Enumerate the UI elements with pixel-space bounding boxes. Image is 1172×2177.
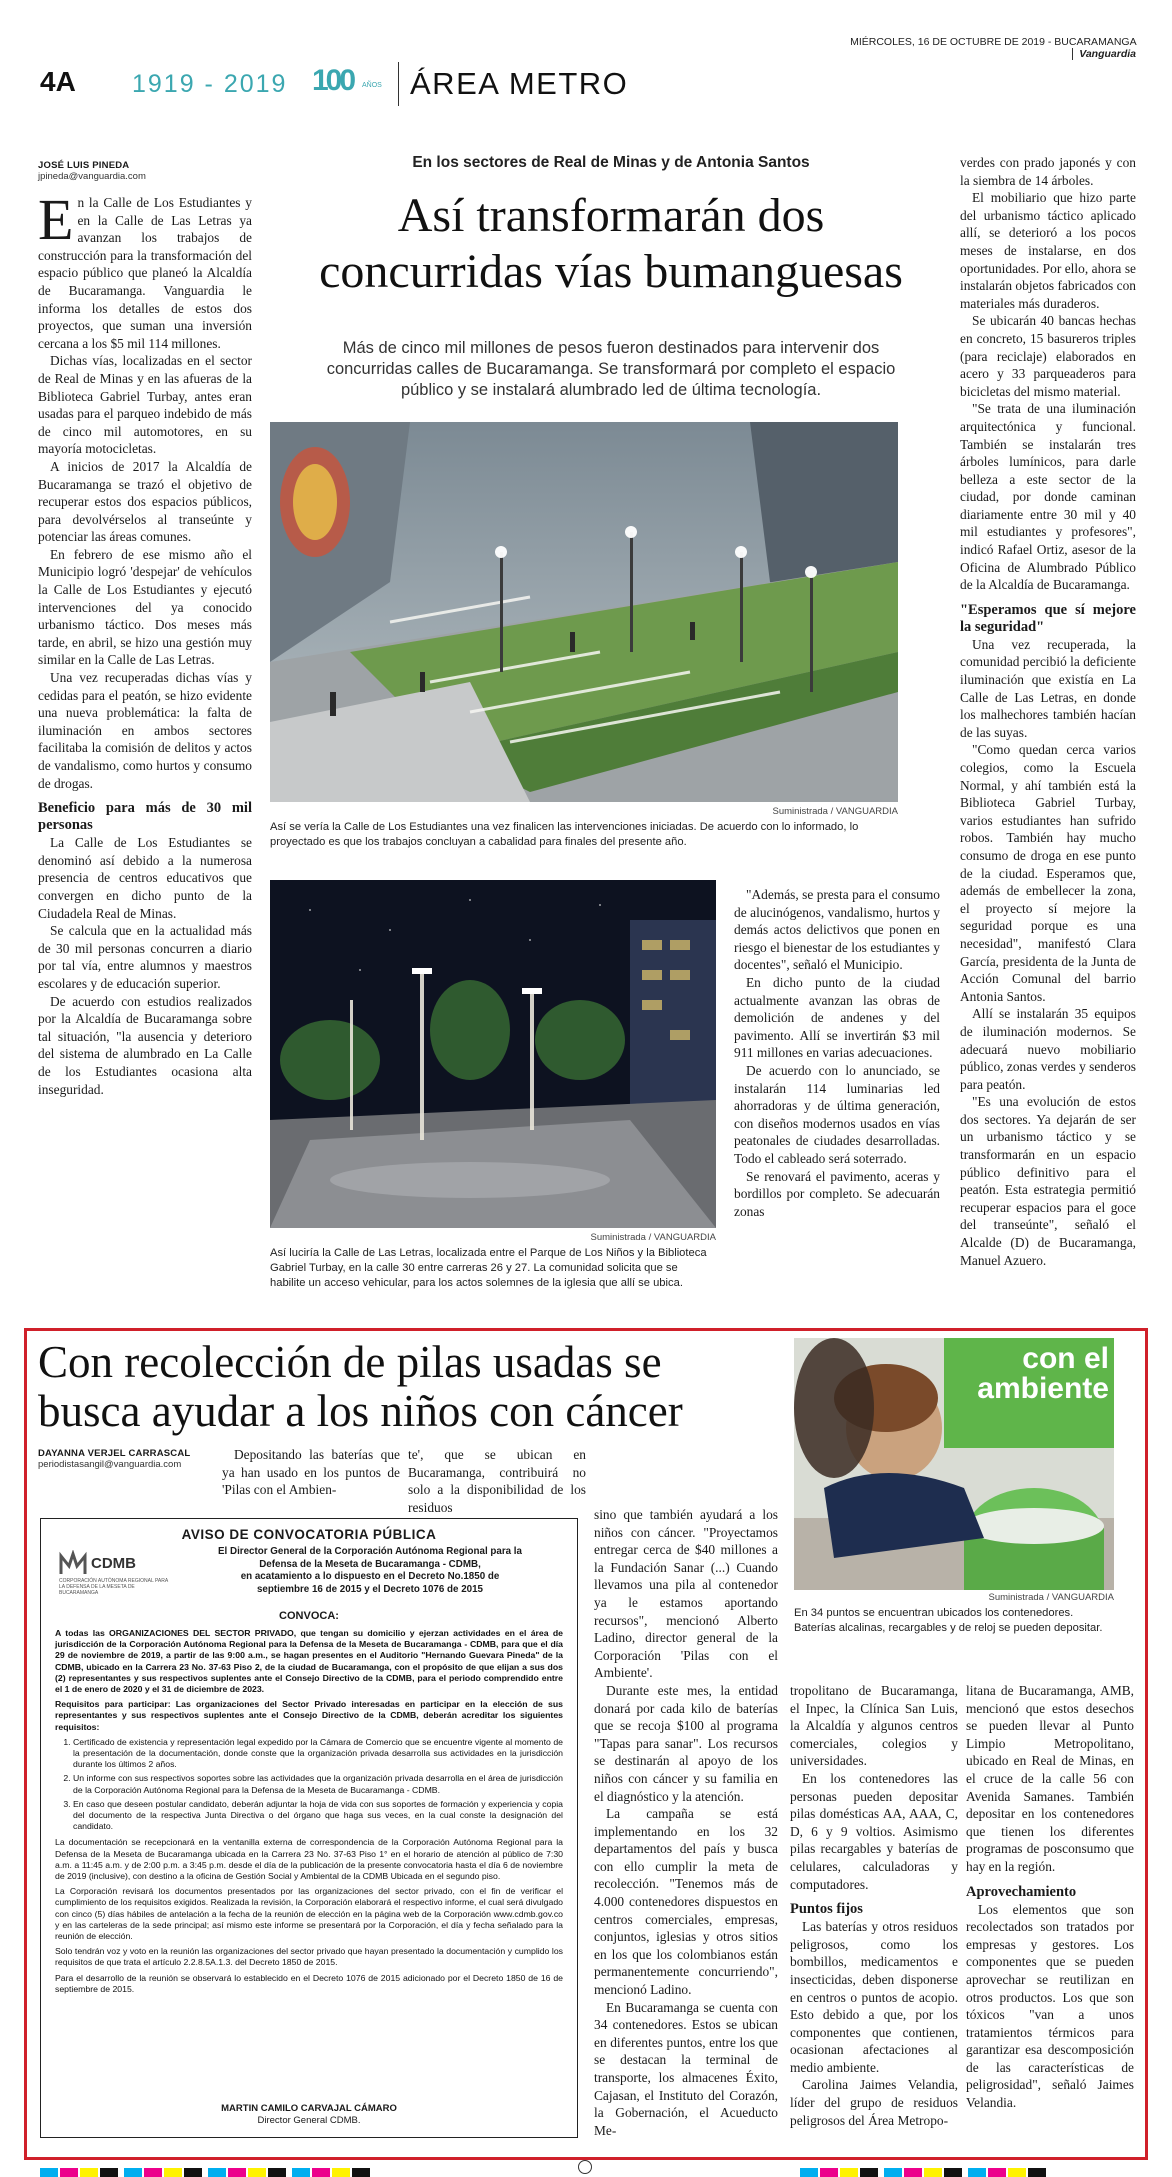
photo-credit: Suministrada / VANGUARDIA <box>590 1232 716 1243</box>
paragraph: Las baterías y otros residuos peligrosos, como los bombillos, medicamentos e insecticidas, deben disponerse en centros o puntos de acopio. Esto debido a que, por los componentes que contienen, ocasionan afectaciones al medio ambiente. <box>790 1919 958 2075</box>
signer-title: Director General CDMB. <box>257 2115 361 2126</box>
anniversary-years: 1919 - 2019 <box>132 70 288 98</box>
photo-credit: Suministrada / VANGUARDIA <box>988 1592 1114 1603</box>
page-number: 4A <box>40 66 76 97</box>
notice-intro-line: septiembre 16 de 2015 y el Decreto 1076 de 2015 <box>256 1583 483 1595</box>
paragraph: tropolitano de Bucaramanga, el Inpec, la Clínica San Luis, la Alcaldía y algunos centros comerciales, colegios y universidades. <box>790 1683 958 1769</box>
second-top-col-1 <box>222 1446 400 1499</box>
paragraph: litana de Bucaramanga, AMB, mencionó que estos desechos se pueden llevar al Punto Limpio Metropolitano, ubicado en Real de Minas, en el cruce de la calle 56 con Avenida Samanes. También depositar en los contenedores que tienen los diferentes programas de posconsumo que hay en la región. <box>966 1683 1134 1874</box>
second-byline <box>38 1448 218 1470</box>
notice-paragraph: Requisitos para participar: Las organizaciones del Sector Privado interesadas en participar en la elección de sus representantes y sus respectivos suplentes ante el Consejo Directivo de la CDMB, deberán acreditar los siguientes requisitos: <box>55 1699 563 1732</box>
notice-body <box>55 1628 563 1995</box>
public-notice <box>40 1518 578 2138</box>
headline-line: Así transformarán dos <box>397 189 825 242</box>
subheading: Puntos fijos <box>790 1901 863 1918</box>
lead-line: concurridas calles de Bucaramanga. Se transformará por completo el espacio <box>326 360 896 378</box>
lead-line: público y se instalará alumbrado led de última tecnología. <box>400 381 822 399</box>
second-column-c <box>966 1682 1134 2112</box>
paragraph: En febrero de ese mismo año el Municipio logró 'despejar' de vehículos la Calle de Los Estudiantes y ejecutó intervenciones del ya conocido urbanismo táctico. Dos meses más tarde, en abril, se hizo una gestión muy similar en la Calle de Las Letras. <box>38 546 252 668</box>
article-lead <box>260 338 962 401</box>
notice-intro <box>175 1546 565 1596</box>
notice-intro-line: en acatamiento a lo dispuesto en el Decreto No.1850 de <box>240 1571 500 1582</box>
paragraph: sino que también ayudará a los niños con cáncer. "Proyectamos entregar cerca de $40 millones a la Fundación Sanar (...) Cuando llevamos una pila al contenedor ya le estamos aportando recursos", mencionó Alberto Ladino, director general de la Corporación 'Pilas con el Ambiente'. <box>594 1507 778 1681</box>
signer-name: MARTIN CAMILO CARVAJAL CÁMARO <box>221 2103 397 2114</box>
paragraph: Los elementos que son recolectados son tratados por empresas y gestores. Los componentes que se pueden aprovechar se reutilizan en otros productos. Los que son tóxicos "van a unos tratamientos térmicos para garantizar esa descomposición de las características de peligrosidad", señaló Jaimes Velandia. <box>966 1901 1134 2111</box>
paragraph: En los contenedores las personas pueden depositar pilas domésticas AA, AAA, C, D, 6 y 9 voltios. Asimismo pilas recargables y baterías de celulares, calculadoras y computadores. <box>790 1770 958 1892</box>
article-headline <box>260 188 962 300</box>
subheading: "Esperamos que sí mejore la seguridad" <box>960 601 1136 635</box>
paragraph: Depositando las baterías que ya han usado en los puntos de 'Pilas con el Ambien- <box>222 1447 400 1498</box>
color-registration-bar <box>800 2164 1048 2174</box>
paragraph: La campaña se está implementando en los 32 departamentos del país y busca con ello cumplir la meta de recolección. "Tenemos más de 4.000 contenedores dispuestos en centros comerciales, empresas, conjuntos, iglesias y otros sitios en los que los colombianos están permanentemente concurriendo", mencionó Ladino. <box>594 1806 778 1998</box>
paragraph: De acuerdo con lo anunciado, se instalarán 114 luminarias led ahorradoras y de última generación, con diseños modernos usados en vías peatonales de ciudades desarrolladas. Todo el cableado será soterrado. <box>734 1062 940 1166</box>
second-column-b <box>790 1682 958 2129</box>
masthead-dateline <box>780 36 1136 60</box>
paragraph: Una vez recuperadas dichas vías y cedidas para el peatón, se hizo evidente una nueva problemática: la falta de iluminación en ambos sectores facilitaba la comisión de delitos y actos de vandalismo, como hurtos y consumo de drogas. <box>38 670 252 791</box>
paragraph: n la Calle de Los Estudiantes y en la Calle de Las Letras ya avanzan los trabajos de construcción para la transformación del espacio público que planeó la Alcaldía de Bucaramanga. Vanguardia le informa los detalles de estos dos proyectos, que suman una inversión cercana a los $5 mil 114 millones. <box>38 195 252 351</box>
paragraph: "Se trata de una iluminación arquitectónica y funcional. También se instalarán tres árboles lumínicos, para darle belleza a este sector de la ciudad, por donde caminan diariamente entre 30 mil y 40 mil estudiantes y profesores", indicó Rafael Ortiz, asesor de la Oficina de Alumbrado Público de la Alcaldía de Bucaramanga. <box>960 401 1136 593</box>
notice-requirement: 3. En caso que deseen postular candidato, deberán adjuntar la hoja de vida con sus soportes de formación y experiencia y copia del documento de la respectiva Junta Directiva o del órgano que haga sus veces, en la cual conste la designación del candidato. <box>73 1799 563 1833</box>
headline-line: busca ayudar a los niños con cáncer <box>38 1386 683 1436</box>
cdmb-logo <box>59 1550 169 1596</box>
paragraph: verdes con prado japonés y con la siembra de 14 árboles. <box>960 155 1136 188</box>
paragraph: "Es una evolución de estos dos sectores. Ya dejarán de ser un urbanismo táctico y se transformarán en un espacio público definitivo para el peatón. Esta estrategia permitió recuperar espacios para el goce del transeúnte", señaló el Alcalde (D) de Bucaramanga, Manuel Azuero. <box>960 1094 1136 1268</box>
second-column-a <box>594 1506 778 2139</box>
paragraph: "Como quedan cerca varios colegios, como la Escuela Normal, y ahí también está la Biblioteca Gabriel Turbay, varios estudiantes han sufrido robos. También hay mucho consumo de droga en ese punto de la ciudad. Esperamos que, además de embellecer la zona, el proyecto sí mejore la seguridad porque es una necesidad", manifestó Clara García, presidenta de la Junta de Acción Comunal del barrio Antonia Santos. <box>960 742 1136 1004</box>
main-byline <box>38 160 252 182</box>
cdmb-logo-text: CDMB <box>91 1554 136 1572</box>
notice-paragraph: Solo tendrán voz y voto en la reunión las organizaciones del sector privado que hayan presentado la documentación y cumplido los requisitos de que trata el artículo 2.2.8.5A.1.3. del Decreto 1850 de 2015. <box>55 1946 563 1968</box>
registration-mark <box>578 2160 592 2174</box>
cdmb-logo-sub: CORPORACIÓN AUTÓNOMA REGIONAL PARA LA DEFENSA DE LA MESETA DE BUCARAMANGA <box>59 1578 168 1596</box>
notice-paragraph: La documentación se recepcionará en la ventanilla externa de correspondencia de la Corporación Autónoma Regional para la Defensa de la Meseta de Bucaramanga ubicada en la Carrera 23 No. 37-63 Piso 1° en el horario de atención al público de 7:30 a.m. a 11:45 a.m. y de 2:00 p.m. a 3:45 p.m. desde el día de la publicación de la presente convocatoria hasta el día 6 de noviembre de 2019 (inclusive), con destino a la oficina de Gestión Social y Ambiental de la CDMB Ubicada en el segundo piso. <box>55 1837 563 1882</box>
photo-caption: Así se vería la Calle de Los Estudiantes una vez finalicen las intervenciones iniciadas. De acuerdo con lo informado, lo proyectado es que los trabajos concluyan a cabalidad para finales del presente año. <box>270 821 859 848</box>
second-top-col-2 <box>408 1446 586 1516</box>
paragraph: El mobiliario que hizo parte del urbanismo táctico aplicado allí, se deterioró a los pocos meses de instalarse, en dos oportunidades. Por ello, ahora se instalarán objetos fabricados con materiales más duraderos. <box>960 190 1136 311</box>
photo-caption: Así luciría la Calle de Las Letras, localizada entre el Parque de Los Niños y la Biblioteca Gabriel Turbay, en la calle 30 entre carreras 26 y 27. La comunidad solicita que se habilite un acceso vehicular, para los actos solemnes de la iglesia que allí se ubica. <box>270 1247 707 1289</box>
photo-caption: En 34 puntos se encuentran ubicados los contenedores. Baterías alcalinas, recargables y de reloj se pueden depositar. <box>794 1607 1103 1634</box>
anniversary-logo <box>312 62 392 106</box>
paragraph: Allí se instalarán 35 equipos de iluminación modernos. Se adecuará nuevo mobiliario público, zonas verdes y senderos para peatón. <box>960 1006 1136 1092</box>
section-title: ÁREA METRO <box>410 66 629 101</box>
byline-name: DAYANNA VERJEL CARRASCAL <box>38 1448 191 1459</box>
header-divider <box>398 62 399 106</box>
photo-calle-estudiantes <box>270 422 898 802</box>
paragraph: Durante este mes, la entidad donará por cada kilo de baterías que se recoja $100 al programa "Tapas para sanar". Los recursos se destinarán al apoyo de los niños con cáncer y su familia en el diagnóstico y la atención. <box>594 1682 778 1804</box>
headline-line: Con recolección de pilas usadas se <box>38 1337 662 1387</box>
article-kicker: En los sectores de Real de Minas y de Antonia Santos <box>412 154 810 171</box>
render-illustration <box>270 880 716 1228</box>
lead-line: Más de cinco mil millones de pesos fueron destinados para intervenir dos <box>342 339 880 357</box>
byline-email: periodistasangil@vanguardia.com <box>38 1459 182 1470</box>
photo-sign-text <box>964 1344 1109 1404</box>
photo-pilas-container <box>794 1338 1114 1590</box>
notice-title: AVISO DE CONVOCATORIA PÚBLICA <box>181 1527 437 1542</box>
anniversary-word: AÑOS <box>362 82 382 89</box>
paragraph: Carolina Jaimes Velandia, líder del grupo de residuos peligrosos del Área Metropo- <box>790 2077 958 2128</box>
subheading: Aprovechamiento <box>966 1883 1077 1900</box>
paragraph: Dichas vías, localizadas en el sector de Real de Minas y en las afueras de la Biblioteca Gabriel Turbay, antes eran usadas para el parqueo indebido de más de cinco mil automotores, en su mayoría motocicletas. <box>38 353 252 457</box>
paragraph: Se ubicarán 40 bancas hechas en concreto, 15 basureros triples (para reciclaje) elaborados en acero y 33 parqueaderos para bicicletas del mismo material. <box>960 313 1136 399</box>
paragraph: La Calle de Los Estudiantes se denominó así debido a la numerosa presencia de centros educativos que convergen en dicho punto de la Ciudadela Real de Minas. <box>38 835 252 921</box>
headline-line: concurridas vías bumanguesas <box>319 245 903 298</box>
sign-line: ambiente <box>977 1372 1109 1405</box>
main-column-1 <box>38 187 252 1098</box>
paragraph: te', que se ubican en Bucaramanga, contribuirá no solo a la disponibilidad de los residuos <box>408 1447 586 1515</box>
main-column-mid <box>734 886 940 1220</box>
paragraph: En dicho punto de la ciudad actualmente avanzan las obras de demolición de andenes y del pavimento. Allí se invertirán $3 mil 911 millones en varias adecuaciones. <box>734 974 940 1061</box>
notice-paragraph: A todas las ORGANIZACIONES DEL SECTOR PRIVADO, que tengan su domicilio y ejerzan actividades en el área de jurisdicción de la Corporación Autónoma Regional para la Defensa de la Meseta de Bucaramanga - CDMB, para que el día 29 de noviembre de 2019, a partir de las 9:00 a.m., se hagan presentes en el Auditorio "Hernando Guevara Pineda" de la CDMB, ubicado en la Carrera 23 No. 37-63 Piso 2, de la ciudad de Bucaramanga, con el propósito de que elijan a sus dos (2) representantes y sus respectivos suplentes ante el Consejo Directivo de la CDMB, para el periodo comprendido entre el 1 de enero de 2020 y el 31 de diciembre de 2023. <box>55 1628 563 1695</box>
notice-requirement: 1. Certificado de existencia y representación legal expedido por la Cámara de Comercio que se encuentre vigente al momento de la presentación de la documentación, donde conste que la organización privada desarrolla sus actividades en la jurisdicción durante los últimos 2 años. <box>73 1737 563 1771</box>
notice-requirement: 2. Un informe con sus respectivos soportes sobre las actividades que la organización privada desarrolla en el área de jurisdicción de la Corporación Autónoma Regional para la Defensa de la Meseta de Bucaramanga - CDMB. <box>73 1773 563 1795</box>
paragraph: Se renovará el pavimento, aceras y bordillos por completo. Se adecuarán zonas <box>734 1168 940 1219</box>
second-headline <box>38 1338 798 1436</box>
notice-intro-line: El Director General de la Corporación Autónoma Regional para la <box>218 1546 522 1557</box>
paragraph: A inicios de 2017 la Alcaldía de Bucaramanga se trazó el objetivo de recuperar estos dos espacios públicos, para devolvérselos al transeúnte y potenciar las áreas comunes. <box>38 458 252 545</box>
notice-paragraph: La Corporación revisará los documentos presentados por las organizaciones del sector privado, con el fin de verificar el cumplimiento de los requisitos exigidos. Realizada la revisión, la Corporación elaborará el respectivo informe, el cual será divulgado con cinco (5) días hábiles de antelación a la fecha de la reunión de elección en la página web de la Corporación www.cdmb.gov.co y en las carteleras de la sede principal; así mismo este informe se presentará por la Corporación, el día y fecha señalado para la reunión de elección. <box>55 1886 563 1942</box>
notice-paragraph: Para el desarrollo de la reunión se observará lo establecido en el Decreto 1076 de 2015 adicionado por el Decreto 1850 de 16 de septiembre de 2015. <box>55 1972 563 1994</box>
cdmb-logo-icon <box>59 1550 87 1576</box>
paragraph: "Además, se presta para el consumo de alucinógenos, vandalismo, hurtos y demás actos delictivos que ponen en riesgo el bienestar de los estudiantes y docentes", señaló el Municipio. <box>734 887 940 973</box>
paragraph: Se calcula que en la actualidad más de 30 mil personas concurren a diario por tal vía, entre alumnos y maestros escolares y de educación superior. <box>38 923 252 991</box>
notice-intro-line: Defensa de la Meseta de Bucaramanga - CDMB, <box>259 1558 481 1570</box>
sign-line: con el <box>1022 1342 1109 1375</box>
anniversary-number: 100 <box>312 64 354 97</box>
main-column-right <box>960 154 1136 1269</box>
render-illustration <box>270 422 898 802</box>
paragraph: Una vez recuperada, la comunidad percibió la deficiente iluminación que existía en La Calle de Las Letras, en donde los malhechores también hacían de las suyas. <box>960 636 1136 740</box>
paragraph: En Bucaramanga se cuenta con 34 contenedores. Estos se ubican en diferentes puntos, entre los que se destacan la terminal de transporte, los almacenes Éxito, Cajasan, el Instituto del Corazón, la Gobernación, el Acueducto Me- <box>594 1999 778 2138</box>
notice-requirements <box>55 1737 563 1833</box>
color-registration-bar <box>40 2164 372 2174</box>
drop-cap: E <box>38 187 74 252</box>
notice-convoca: CONVOCA: <box>279 1610 339 1622</box>
byline-email: jpineda@vanguardia.com <box>38 171 146 182</box>
subheading: Beneficio para más de 30 mil personas <box>38 800 252 834</box>
photo-calle-letras <box>270 880 716 1228</box>
date-line: MIÉRCOLES, 16 DE OCTUBRE DE 2019 - BUCARAMANGA <box>850 36 1136 48</box>
paragraph: De acuerdo con estudios realizados por la Alcaldía de Bucaramanga sobre tal situación, "la ausencia y deterioro del sistema de alumbrado en La Calle de los Estudiantes ocasiona alta inseguridad. <box>38 993 252 1097</box>
newspaper-name: Vanguardia <box>1072 48 1136 60</box>
notice-signature <box>41 2103 577 2127</box>
byline-name: JOSÉ LUIS PINEDA <box>38 160 130 171</box>
photo-credit: Suministrada / VANGUARDIA <box>772 806 898 817</box>
